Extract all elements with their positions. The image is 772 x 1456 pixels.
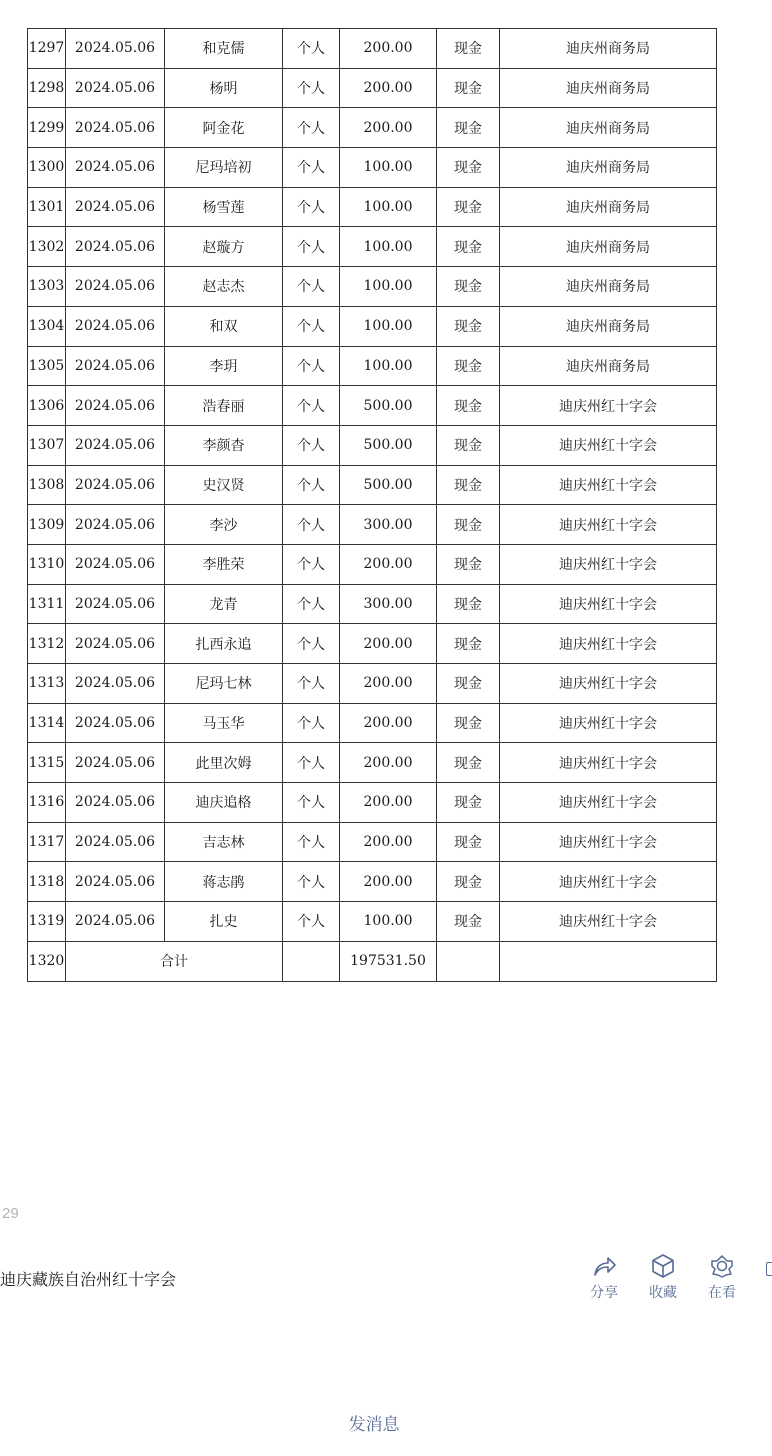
cell-type: 个人 (283, 148, 340, 188)
cell-name: 扎西永追 (165, 624, 283, 664)
cell-unit: 迪庆州红十字会 (500, 862, 717, 902)
wow-label: 在看 (708, 1285, 736, 1301)
cell-name: 赵志杰 (165, 267, 283, 307)
table-row (28, 544, 717, 584)
cell-name: 吉志林 (165, 822, 283, 862)
cell-type: 个人 (283, 267, 340, 307)
cell-method: 现金 (437, 862, 500, 902)
cell-method: 现金 (437, 29, 500, 69)
cell-date: 2024.05.06 (66, 505, 165, 545)
cell-date: 2024.05.06 (66, 108, 165, 148)
table-row (28, 108, 717, 148)
cell-name: 阿金花 (165, 108, 283, 148)
cell-unit: 迪庆州红十字会 (500, 544, 717, 584)
cell-name: 龙青 (165, 584, 283, 624)
cell-name: 浩春丽 (165, 386, 283, 426)
send-message-button[interactable]: 发消息 (348, 1415, 400, 1435)
table-row (28, 703, 717, 743)
cell-name: 李胜荣 (165, 544, 283, 584)
cell-unit: 迪庆州商务局 (500, 187, 717, 227)
cube-icon (650, 1253, 676, 1279)
cell-index: 1315 (28, 743, 66, 783)
cell-index: 1314 (28, 703, 66, 743)
cell-method: 现金 (437, 68, 500, 108)
cell-method: 现金 (437, 902, 500, 942)
cell-index: 1311 (28, 584, 66, 624)
cell-name: 扎史 (165, 902, 283, 942)
cell-amount: 200.00 (340, 743, 437, 783)
cell-date: 2024.05.06 (66, 902, 165, 942)
cell-name: 此里次姆 (165, 743, 283, 783)
share-icon (591, 1253, 617, 1279)
cell-amount: 200.00 (340, 29, 437, 69)
table-row (28, 227, 717, 267)
cell-date: 2024.05.06 (66, 703, 165, 743)
cell-index: 1317 (28, 822, 66, 862)
account-name[interactable]: 迪庆藏族自治州红十字会 (0, 1270, 177, 1289)
cell-amount: 100.00 (340, 227, 437, 267)
cell-date: 2024.05.06 (66, 306, 165, 346)
table-row (28, 267, 717, 307)
table-row (28, 664, 717, 704)
cell-date: 2024.05.06 (66, 783, 165, 823)
cell-date: 2024.05.06 (66, 267, 165, 307)
cell-amount: 200.00 (340, 624, 437, 664)
cell-date: 2024.05.06 (66, 68, 165, 108)
cell-name: 赵璇方 (165, 227, 283, 267)
cell-type: 个人 (283, 227, 340, 267)
table-row (28, 862, 717, 902)
cell-index: 1304 (28, 306, 66, 346)
cell-index: 1297 (28, 29, 66, 69)
total-empty (500, 941, 717, 981)
table-row (28, 902, 717, 942)
cell-date: 2024.05.06 (66, 624, 165, 664)
cell-method: 现金 (437, 267, 500, 307)
cell-method: 现金 (437, 425, 500, 465)
table-row (28, 29, 717, 69)
cell-unit: 迪庆州商务局 (500, 68, 717, 108)
table-row (28, 783, 717, 823)
cell-date: 2024.05.06 (66, 148, 165, 188)
cell-method: 现金 (437, 505, 500, 545)
cell-amount: 200.00 (340, 822, 437, 862)
cell-type: 个人 (283, 624, 340, 664)
cell-amount: 200.00 (340, 68, 437, 108)
cell-date: 2024.05.06 (66, 862, 165, 902)
cell-name: 尼玛七林 (165, 664, 283, 704)
cell-amount: 300.00 (340, 505, 437, 545)
cell-amount: 200.00 (340, 862, 437, 902)
cell-type: 个人 (283, 386, 340, 426)
cell-date: 2024.05.06 (66, 346, 165, 386)
cell-name: 尼玛培初 (165, 148, 283, 188)
cell-type: 个人 (283, 822, 340, 862)
cell-type: 个人 (283, 425, 340, 465)
table-row (28, 425, 717, 465)
cell-method: 现金 (437, 584, 500, 624)
cell-method: 现金 (437, 187, 500, 227)
cell-index: 1298 (28, 68, 66, 108)
cell-unit: 迪庆州红十字会 (500, 703, 717, 743)
total-amount: 197531.50 (340, 941, 437, 981)
cell-unit: 迪庆州红十字会 (500, 505, 717, 545)
cell-method: 现金 (437, 544, 500, 584)
cell-method: 现金 (437, 227, 500, 267)
cell-type: 个人 (283, 505, 340, 545)
total-index: 1320 (28, 941, 66, 981)
cell-unit: 迪庆州红十字会 (500, 743, 717, 783)
cell-date: 2024.05.06 (66, 187, 165, 227)
table-total-row (28, 941, 717, 981)
wow-button[interactable] (700, 1253, 744, 1302)
cell-amount: 100.00 (340, 346, 437, 386)
table-row (28, 743, 717, 783)
cell-name: 马玉华 (165, 703, 283, 743)
cell-date: 2024.05.06 (66, 584, 165, 624)
cell-type: 个人 (283, 465, 340, 505)
cell-unit: 迪庆州红十字会 (500, 664, 717, 704)
cell-unit: 迪庆州红十字会 (500, 624, 717, 664)
cell-amount: 100.00 (340, 187, 437, 227)
cell-index: 1307 (28, 425, 66, 465)
cell-index: 1301 (28, 187, 66, 227)
cell-index: 1308 (28, 465, 66, 505)
cell-unit: 迪庆州商务局 (500, 346, 717, 386)
cell-date: 2024.05.06 (66, 743, 165, 783)
cell-name: 和克儒 (165, 29, 283, 69)
cell-amount: 200.00 (340, 783, 437, 823)
cell-amount: 200.00 (340, 108, 437, 148)
cell-amount: 300.00 (340, 584, 437, 624)
cell-amount: 100.00 (340, 267, 437, 307)
cell-name: 迪庆追格 (165, 783, 283, 823)
comment-icon[interactable] (766, 1262, 772, 1276)
cell-unit: 迪庆州红十字会 (500, 822, 717, 862)
cell-amount: 200.00 (340, 664, 437, 704)
cell-type: 个人 (283, 187, 340, 227)
cell-amount: 100.00 (340, 306, 437, 346)
cell-index: 1318 (28, 862, 66, 902)
cell-index: 1299 (28, 108, 66, 148)
cell-unit: 迪庆州商务局 (500, 227, 717, 267)
cell-type: 个人 (283, 544, 340, 584)
table-row (28, 386, 717, 426)
cell-name: 李颜杳 (165, 425, 283, 465)
cell-type: 个人 (283, 306, 340, 346)
flower-icon (709, 1253, 735, 1279)
cell-unit: 迪庆州商务局 (500, 148, 717, 188)
cell-unit: 迪庆州红十字会 (500, 902, 717, 942)
cell-method: 现金 (437, 465, 500, 505)
cell-unit: 迪庆州商务局 (500, 267, 717, 307)
cell-unit: 迪庆州商务局 (500, 29, 717, 69)
cell-unit: 迪庆州商务局 (500, 108, 717, 148)
cell-type: 个人 (283, 664, 340, 704)
footer-number: 29 (2, 1205, 19, 1222)
cell-index: 1305 (28, 346, 66, 386)
cell-date: 2024.05.06 (66, 664, 165, 704)
cell-type: 个人 (283, 108, 340, 148)
cell-method: 现金 (437, 346, 500, 386)
cell-method: 现金 (437, 703, 500, 743)
table-row (28, 68, 717, 108)
table-row (28, 624, 717, 664)
cell-amount: 200.00 (340, 703, 437, 743)
cell-index: 1306 (28, 386, 66, 426)
cell-type: 个人 (283, 743, 340, 783)
total-empty (437, 941, 500, 981)
cell-unit: 迪庆州红十字会 (500, 425, 717, 465)
cell-date: 2024.05.06 (66, 822, 165, 862)
cell-method: 现金 (437, 624, 500, 664)
cell-date: 2024.05.06 (66, 227, 165, 267)
donation-table (27, 28, 717, 982)
cell-index: 1316 (28, 783, 66, 823)
cell-name: 蒋志鹃 (165, 862, 283, 902)
cell-amount: 500.00 (340, 386, 437, 426)
cell-name: 李玥 (165, 346, 283, 386)
cell-amount: 200.00 (340, 544, 437, 584)
cell-unit: 迪庆州商务局 (500, 306, 717, 346)
cell-method: 现金 (437, 148, 500, 188)
cell-date: 2024.05.06 (66, 544, 165, 584)
cell-date: 2024.05.06 (66, 465, 165, 505)
cell-method: 现金 (437, 306, 500, 346)
cell-unit: 迪庆州红十字会 (500, 465, 717, 505)
cell-type: 个人 (283, 29, 340, 69)
cell-method: 现金 (437, 743, 500, 783)
share-label: 分享 (590, 1285, 618, 1301)
favorite-button[interactable] (641, 1253, 685, 1302)
cell-name: 李沙 (165, 505, 283, 545)
cell-type: 个人 (283, 862, 340, 902)
cell-method: 现金 (437, 108, 500, 148)
cell-method: 现金 (437, 822, 500, 862)
table-row (28, 584, 717, 624)
cell-type: 个人 (283, 584, 340, 624)
cell-name: 杨明 (165, 68, 283, 108)
cell-date: 2024.05.06 (66, 29, 165, 69)
cell-method: 现金 (437, 664, 500, 704)
cell-unit: 迪庆州红十字会 (500, 386, 717, 426)
cell-amount: 500.00 (340, 465, 437, 505)
favorite-label: 收藏 (649, 1285, 677, 1301)
cell-name: 史汉贤 (165, 465, 283, 505)
cell-index: 1303 (28, 267, 66, 307)
cell-amount: 100.00 (340, 902, 437, 942)
table-row (28, 505, 717, 545)
cell-index: 1309 (28, 505, 66, 545)
cell-name: 杨雪莲 (165, 187, 283, 227)
cell-method: 现金 (437, 386, 500, 426)
table-row (28, 346, 717, 386)
cell-date: 2024.05.06 (66, 425, 165, 465)
cell-type: 个人 (283, 68, 340, 108)
cell-name: 和双 (165, 306, 283, 346)
cell-type: 个人 (283, 783, 340, 823)
cell-date: 2024.05.06 (66, 386, 165, 426)
cell-amount: 500.00 (340, 425, 437, 465)
cell-index: 1312 (28, 624, 66, 664)
cell-type: 个人 (283, 902, 340, 942)
cell-type: 个人 (283, 346, 340, 386)
cell-unit: 迪庆州红十字会 (500, 783, 717, 823)
table-row (28, 148, 717, 188)
table-row (28, 465, 717, 505)
table-row (28, 306, 717, 346)
total-empty (283, 941, 340, 981)
cell-index: 1310 (28, 544, 66, 584)
cell-index: 1300 (28, 148, 66, 188)
cell-index: 1313 (28, 664, 66, 704)
cell-index: 1302 (28, 227, 66, 267)
cell-amount: 100.00 (340, 148, 437, 188)
cell-method: 现金 (437, 783, 500, 823)
cell-type: 个人 (283, 703, 340, 743)
table-row (28, 187, 717, 227)
cell-unit: 迪庆州红十字会 (500, 584, 717, 624)
share-button[interactable] (582, 1253, 626, 1302)
cell-index: 1319 (28, 902, 66, 942)
total-label: 合计 (66, 941, 283, 981)
table-row (28, 822, 717, 862)
